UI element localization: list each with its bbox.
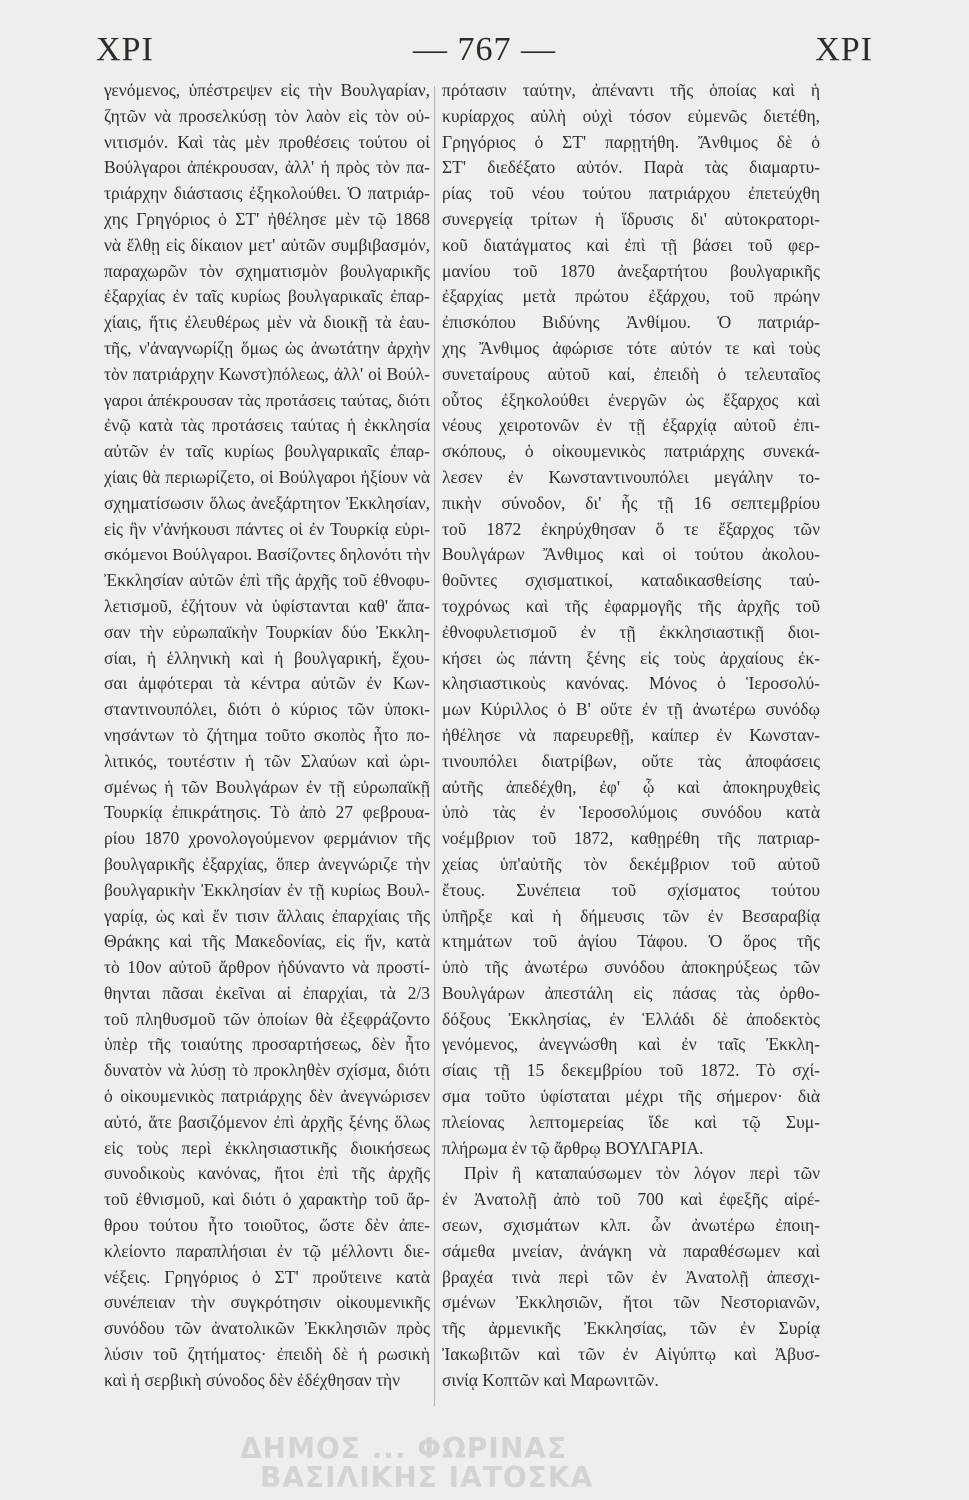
header-right: ΧΡΙ [815, 31, 873, 68]
text-line: ὑπῆρξε καὶ ἡ δήμευσις τῶν ἐν Βεσαραβίᾳ [442, 905, 820, 926]
text-line: τὸ 10ον αὐτοῦ ἄρθρον ἠδύναντο νὰ προστί- [104, 957, 430, 978]
text-line: πλείονας λεπτομερείας ἴδε καὶ τῷ Συμ- [442, 1111, 820, 1132]
text-line: νησάντων τὸ ζήτημα τοῦτο σκοπὸς ἦτο πο- [104, 724, 430, 745]
text-line: σκόμενοι Βούλγαροι. Βασίζοντες δηλονότι τὴν [104, 545, 430, 565]
text-line: νέους χειροτονῶν ἐν τῇ ἐξαρχίᾳ αὐτοῦ ἐπι- [442, 415, 820, 436]
text-line: μανίου τοῦ 1870 ἀνεξαρτήτου βουλγαρικῆς [442, 260, 820, 281]
right-column [442, 78, 820, 1394]
text-line: συνεργείᾳ τρίτων ἡ ἵδρυσις δι' αὐτοκρατορι- [442, 208, 820, 229]
text-line: ὑπὲρ τῆς τοιαύτης προσαρτήσεως, δὲν ἦτο [104, 1034, 430, 1055]
text-line: τριάρχην διάστασις ἐξηκολούθει. Ὁ πατριάρ- [104, 183, 430, 204]
text-line: οὗτος ἐξηκολούθει ἐνεργῶν ὡς ἔξαρχος καὶ [442, 389, 820, 410]
text-line: θηνται πᾶσαι ἐκεῖναι αἱ ἐπαρχίαι, τὰ 2/3 [104, 982, 430, 1003]
text-line: ὑπὸ τῆς ἀνωτέρω συνόδου ἀποκηρύξεως τῶν [442, 957, 820, 978]
text-line: συνοδικοὺς κανόνας, ἤτοι ἐπὶ τῆς ἀρχῆς [104, 1163, 430, 1184]
text-line: τοῦ πληθυσμοῦ τῶν ὁποίων θὰ ἐξεφράζοντο [104, 1008, 430, 1029]
text-line: Ἰακωβιτῶν καὶ τῶν ἐν Αἰγύπτῳ καὶ Ἀβυσ- [442, 1344, 820, 1365]
text-line: σεων, σχισμάτων κλπ. ὧν ἀνωτέρω ἐποιη- [442, 1215, 820, 1236]
text-line: γαροι ἀπέκρουσαν τὰς προτάσεις ταύτας, διότι [104, 390, 430, 410]
text-line: σινίᾳ Κοπτῶν καὶ Μαρωνιτῶν. [442, 1369, 659, 1390]
watermark-line-1: ΔΗΜΟΣ ... ΦΩΡΙΝΑΣ [240, 1432, 568, 1465]
text-line: δόξους Ἐκκλησίας, ἐν Ἑλλάδι δὲ ἀποδεκτὸς [442, 1008, 820, 1029]
text-line: χης Γρηγόριος ὁ ΣΤ' ἠθέλησε μὲν τῷ 1868 [104, 208, 430, 229]
text-line: ρίου 1870 χρονολογούμενον φερμάνιον τῆς [104, 828, 430, 849]
text-line: μων Κύριλλος ὁ Β' οὔτε ἐν τῇ ἀνωτέρω συνόδῳ [442, 699, 820, 720]
watermark-line-2: ΒΑΣΙΛΙΚΗΣ ΙΑΤΟΣΚΑ [260, 1461, 594, 1494]
text-line: βουλγαρικὴν Ἐκκλησίαν ἐν τῇ κυρίως Βουλ- [104, 879, 430, 900]
text-line: Ἐκκλησίαν αὐτῶν ἐπὶ τῆς ἀρχῆς τοῦ ἐθνοφυ- [104, 570, 430, 591]
text-line: νέξεις. Γρηγόριος ὁ ΣΤ' προὔτεινε κατὰ [104, 1266, 430, 1287]
text-line: Βουλγάρων Ἄνθιμος καὶ οἱ τούτου ἀκολου- [442, 544, 820, 565]
text-line: νοέμβριον τοῦ 1872, καθῃρέθη τῆς πατριαρ- [442, 828, 820, 849]
text-line: σμένως ἡ τῶν Βουλγάρων ἐν τῇ εὐρωπαϊκῇ [104, 776, 430, 797]
text-line: ἐξαρχίας ἐν ταῖς κυρίως βουλγαρικαῖς ἐπαρ- [104, 286, 430, 307]
text-line: θοῦντες σχισματικοί, καταδικασθείσης ταὐ- [442, 570, 820, 591]
text-line: κυρίαρχος αὐλὴ οὐχὶ τόσον εὐμενῶς διετέθη, [442, 105, 820, 126]
text-line: αὐτό, ἅτε βασιζόμενον ἐπὶ ἀρχῆς ξένης ὅλως [104, 1111, 430, 1132]
text-line: τινουπόλει διατρίβων, οὔτε τὰς ἀποφάσεις [442, 750, 820, 771]
column-divider [434, 86, 435, 1406]
text-line: κήσει ὡς πάντη ξένης εἰς τοὺς ἀρχαίους ἐκ- [442, 647, 820, 668]
text-line: ἐθνοφυλετισμοῦ ἐν τῇ ἐκκλησιαστικῇ διοι- [442, 621, 820, 642]
text-line: κλείοντο παραπλήσιαι ἐν τῷ μέλλοντι διε- [104, 1240, 430, 1261]
text-line: κλησιαστικοὺς κανόνας. Μόνος ὁ Ἱεροσολύ- [442, 673, 820, 694]
text-line: ὁ οἰκουμενικὸς πατριάρχης δὲν ἀνεγνώρισεν [104, 1086, 430, 1107]
text-line: Γρηγόριος ὁ ΣΤ' παρῃτήθη. Ἄνθιμος δὲ ὁ [442, 131, 820, 152]
text-line: τοχρόνως καὶ τῆς ἐφαρμογῆς τῆς ἀρχῆς τοῦ [442, 595, 820, 616]
text-line: συνεταίρους αὐτοῦ καί, ἐπειδὴ ὁ τελευταῖος [442, 363, 820, 384]
library-watermark [240, 1432, 960, 1494]
text-line: συνέπειαν τὴν συγκρότησιν οἰκουμενικῆς [104, 1292, 430, 1313]
text-line: τοῦ ἐθνισμοῦ, καὶ διότι ὁ χαρακτὴρ τοῦ ἄρ- [104, 1189, 430, 1210]
text-line: Βούλγαροι ἀπέκρουσαν, ἀλλ' ἡ πρὸς τὸν πα- [104, 157, 430, 178]
text-line: Θράκης καὶ τῆς Μακεδονίας, εἰς ἥν, κατὰ [104, 931, 430, 952]
text-line: καὶ ἡ σερβικὴ σύνοδος δὲν ἐδέχθησαν τὴν [104, 1369, 401, 1390]
text-line: χης Ἄνθιμος ἀφώρισε τότε αὐτόν τε καὶ τοὺς [442, 337, 820, 358]
text-line: λιτικός, τουτέστιν ἡ τῶν Σλαύων καὶ ὡρι- [104, 750, 430, 771]
text-line: γαρίᾳ, ὡς καὶ ἔν τισιν ἄλλαις ἐπαρχίαις τῆς [104, 905, 430, 926]
text-line: κτημάτων τοῦ ἁγίου Τάφου. Ὁ ὅρος τῆς [442, 931, 820, 952]
text-line: ἠθέλησε νὰ παρευρεθῇ, καίπερ ἐν Κωνσταν- [442, 724, 820, 745]
text-line: χείας ὑπ'αὐτῆς τὸν δεκέμβριον τοῦ αὐτοῦ [442, 853, 820, 874]
text-line: τῆς ἀρμενικῆς Ἐκκλησίας, τῶν ἐν Συρίᾳ [442, 1318, 820, 1339]
text-line: πικὴν σύνοδον, δι' ἧς τῇ 16 σεπτεμβρίου [442, 492, 820, 513]
text-line: σμα τοῦτο ὑφίσταται μέχρι τῆς σήμερον· διὰ [442, 1086, 820, 1107]
text-line: αὐτῆς ἀπεδέχθη, ἐφ' ᾧ καὶ ἀποκηρυχθεὶς [442, 776, 820, 797]
text-line: σάμεθα μνείαν, ἀνάγκη νὰ παραθέσωμεν καὶ [442, 1240, 820, 1261]
text-line: Βουλγάρων ἀπεστάλη εἰς πάσας τὰς ὀρθο- [442, 982, 820, 1003]
left-column [104, 78, 430, 1394]
text-line: βραχέα τινὰ περὶ τῶν ἐν Ἀνατολῇ ἀπεσχι- [442, 1266, 820, 1287]
text-line: σταντινουπόλει, διότι ὁ κύριος τῶν ὑποκι- [104, 699, 430, 720]
text-line: σίαι, ἡ ἑλληνικὴ καὶ ἡ βουλγαρική, ἔχου- [104, 647, 430, 668]
text-line: σχηματίσωσιν ὅλως ἀνεξάρτητον Ἐκκλησίαν, [104, 492, 430, 513]
text-line: σαν τὴν εὐρωπαϊκὴν Τουρκίαν δύο Ἐκκλη- [104, 621, 430, 642]
text-line: ἐξαρχίας μετὰ πρώτου ἐξάρχου, τοῦ πρώην [442, 286, 820, 307]
text-line: ΣΤ' διεδέξατο αὐτόν. Παρὰ τὰς διαμαρτυ- [442, 157, 820, 178]
text-line: Πρὶν ἢ καταπαύσωμεν τὸν λόγον περὶ τῶν [464, 1163, 820, 1184]
text-line: ρίας τοῦ νέου τούτου πατριάρχου ἐπετεύχθη [442, 183, 820, 204]
text-line: πλήρωμα ἐν τῷ ἄρθρῳ ΒΟΥΛΓΑΡΙΑ. [442, 1137, 704, 1158]
running-header [96, 30, 873, 70]
text-line: ἔτους. Συνέπεια τοῦ σχίσματος τούτου [442, 879, 820, 900]
page-number: — 767 — [413, 31, 556, 68]
text-line: ὑπὸ τὰς ἐν Ἱεροσολύμοις συνόδου κατὰ [442, 802, 820, 823]
text-line: Τουρκίᾳ ἐπικράτησις. Τὸ ἀπὸ 27 φεβρουα- [104, 802, 430, 823]
text-line: ζητῶν νὰ προσελκύσῃ τὸν λαὸν εἰς τὸν οὐ- [104, 105, 430, 126]
text-line: χίαις, ἥτις ἐλευθέρως μὲν νὰ διοικῇ τὰ ἑαυ- [104, 312, 430, 333]
text-line: νὰ ἔλθῃ εἰς δίκαιον μετ' αὐτῶν συμβιβασμόν, [104, 234, 430, 255]
text-line: γενόμενος, ἀνεγνώσθη καὶ ἐν ταῖς Ἐκκλη- [442, 1034, 820, 1055]
text-line: ἐνῷ κατὰ τὰς προτάσεις ταύτας ἡ ἐκκλησία [104, 415, 430, 436]
text-line: λετισμοῦ, ἐζήτουν νὰ ὑφίστανται καθ' ἅπα- [104, 595, 430, 616]
text-line: θρου τούτου ἦτο τοιοῦτος, ὥστε δὲν ἀπε- [104, 1215, 430, 1236]
text-line: σίαις τῇ 15 δεκεμβρίου τοῦ 1872. Τὸ σχί- [442, 1060, 820, 1081]
text-line: τῆς, ν'ἀναγνωρίζῃ ὅμως ὡς ἀνωτάτην ἀρχὴν [104, 337, 430, 358]
text-line: λύσιν τοῦ ζητήματος· ἐπειδὴ δὲ ἡ ρωσικὴ [104, 1344, 430, 1365]
text-line: κοῦ διατάγματος καὶ ἐπὶ τῇ βάσει τοῦ φερ- [442, 234, 820, 255]
text-line: αὐτῶν ἐν ταῖς κυρίως βουλγαρικαῖς ἐπαρ- [104, 441, 430, 462]
text-line: σμένων Ἐκκλησιῶν, ἤτοι τῶν Νεστοριανῶν, [442, 1292, 820, 1313]
text-line: χίαις θὰ περιωρίζετο, οἱ Βούλγαροι ἠξίουν νὰ [104, 466, 430, 487]
text-line: σκόπους, ὁ οἰκουμενικὸς πατριάρχης συνεκά- [442, 441, 820, 462]
text-line: νιτισμόν. Καὶ τὰς μὲν προθέσεις τούτου οἱ [104, 131, 430, 152]
text-line: ἐπισκόπου Βιδύνης Ἀνθίμου. Ὁ πατριάρ- [442, 312, 820, 333]
text-line: γενόμενος, ὑπέστρεψεν εἰς τὴν Βουλγαρίαν, [104, 80, 430, 100]
text-line: λεσεν ἐν Κωνσταντινουπόλει μεγάλην το- [442, 466, 820, 487]
text-line: ἐν Ἀνατολῇ ἀπὸ τοῦ 700 καὶ ἐφεξῆς αἱρέ- [442, 1189, 820, 1210]
text-line: εἰς τοὺς περὶ ἐκκλησιαστικῆς διοικήσεως [104, 1137, 430, 1158]
text-line: τοῦ 1872 ἐκηρύχθησαν ὅ τε ἔξαρχος τῶν [442, 518, 820, 539]
text-line: παραχωρῶν τὸν σχηματισμὸν βουλγαρικῆς [104, 260, 430, 281]
text-line: συνόδου τῶν ἀνατολικῶν Ἐκκλησιῶν πρὸς [104, 1318, 430, 1339]
text-line: εἰς ἣν ν'ἀνήκουσι πάντες οἱ ἐν Τουρκίᾳ εὑρι- [104, 518, 430, 539]
text-line: σαι ἀμφότεραι τὰ κέντρα αὐτῶν ἐν Κων- [104, 673, 430, 694]
text-line: πρότασιν ταύτην, ἀπέναντι τῆς ὁποίας καὶ ἡ [442, 80, 820, 100]
header-left: ΧΡΙ [96, 31, 154, 68]
text-line: τὸν πατριάρχην Κωνστ)πόλεως, ἀλλ' οἱ Βούλ- [104, 363, 430, 384]
text-line: δυνατὸν νὰ λύσῃ τὸ προκληθὲν σχίσμα, διότι [104, 1060, 430, 1081]
text-line: βουλγαρικῆς ἐξαρχίας, ὅπερ ἀνεγνώριζε τὴν [104, 853, 430, 874]
